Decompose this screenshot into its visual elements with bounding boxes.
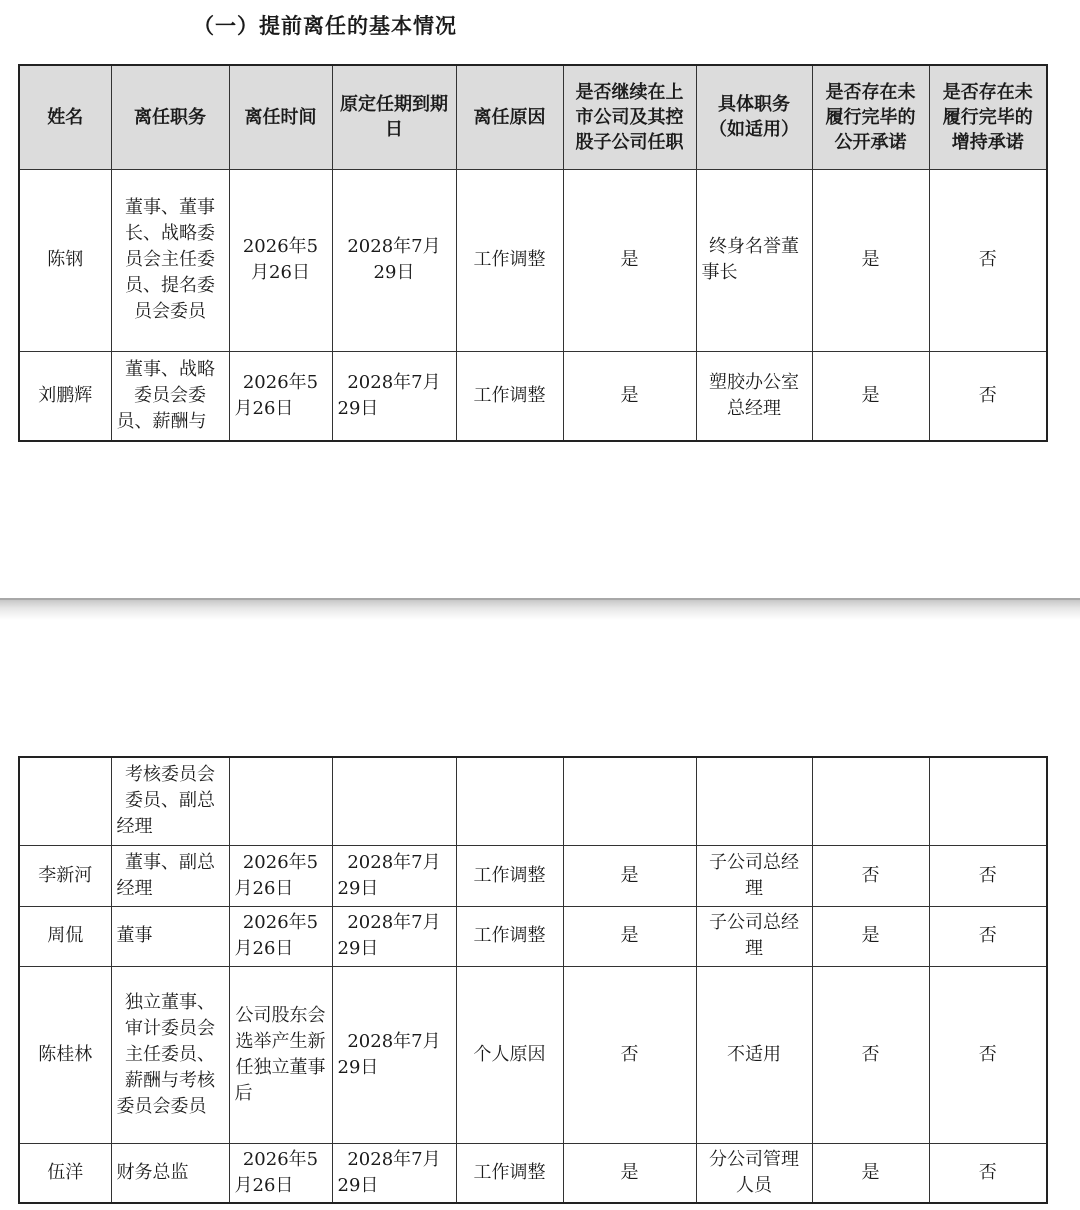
cell-leave-time: 2026年5月26日 [229, 1143, 332, 1203]
cell-reason: 工作调整 [456, 351, 563, 441]
cell-name: 伍洋 [19, 1143, 111, 1203]
cell-increase-commit: 否 [929, 845, 1047, 906]
cell-role: 分公司管理人员 [696, 1143, 812, 1203]
cell-position: 董事、战略委员会委员、薪酬与 [111, 351, 229, 441]
cell-public-commit: 否 [812, 966, 929, 1143]
cell-public-commit: 是 [812, 1143, 929, 1203]
cell-increase-commit: 否 [929, 169, 1047, 351]
cell-role [696, 757, 812, 845]
cell-increase-commit [929, 757, 1047, 845]
header-original-term: 原定任期到期日 [332, 65, 456, 169]
table-row [19, 906, 1047, 966]
cell-position: 独立董事、审计委员会主任委员、薪酬与考核委员会委员 [111, 966, 229, 1143]
cell-leave-time [229, 757, 332, 845]
cell-continue: 是 [563, 845, 696, 906]
cell-name: 陈钢 [19, 169, 111, 351]
cell-continue: 否 [563, 966, 696, 1143]
cell-public-commit: 是 [812, 169, 929, 351]
cell-continue: 是 [563, 1143, 696, 1203]
cell-name: 李新河 [19, 845, 111, 906]
cell-public-commit [812, 757, 929, 845]
cell-term-end: 2028年7月29日 [332, 906, 456, 966]
cell-term-end: 2028年7月29日 [332, 351, 456, 441]
header-continue: 是否继续在上市公司及其控股子公司任职 [563, 65, 696, 169]
cell-position: 考核委员会委员、副总经理 [111, 757, 229, 845]
cell-position: 董事、副总经理 [111, 845, 229, 906]
cell-continue: 是 [563, 351, 696, 441]
cell-term-end: 2028年7月29日 [332, 845, 456, 906]
cell-leave-time: 2026年5月26日 [229, 906, 332, 966]
cell-term-end: 2028年7月29日 [332, 966, 456, 1143]
header-specific-role: 具体职务（如适用） [696, 65, 812, 169]
cell-term-end: 2028年7月29日 [332, 169, 456, 351]
header-leave-time: 离任时间 [229, 65, 332, 169]
cell-position: 董事 [111, 906, 229, 966]
cell-continue [563, 757, 696, 845]
cell-role: 子公司总经理 [696, 906, 812, 966]
header-position: 离任职务 [111, 65, 229, 169]
header-increase-commit: 是否存在未履行完毕的增持承诺 [929, 65, 1047, 169]
cell-leave-time: 2026年5月26日 [229, 169, 332, 351]
cell-name: 刘鹏辉 [19, 351, 111, 441]
table-row [19, 845, 1047, 906]
cell-public-commit: 是 [812, 351, 929, 441]
cell-increase-commit: 否 [929, 906, 1047, 966]
cell-reason: 工作调整 [456, 845, 563, 906]
cell-role: 子公司总经理 [696, 845, 812, 906]
cell-leave-time: 2026年5月26日 [229, 845, 332, 906]
cell-name [19, 757, 111, 845]
cell-leave-time: 公司股东会选举产生新任独立董事后 [229, 966, 332, 1143]
table-row [19, 757, 1047, 845]
page-divider [0, 598, 1080, 620]
cell-reason: 工作调整 [456, 1143, 563, 1203]
cell-increase-commit: 否 [929, 1143, 1047, 1203]
header-public-commit: 是否存在未履行完毕的公开承诺 [812, 65, 929, 169]
header-name: 姓名 [19, 65, 111, 169]
page-divider-line [0, 598, 1080, 600]
cell-reason: 个人原因 [456, 966, 563, 1143]
table-row [19, 966, 1047, 1143]
table-row [19, 169, 1047, 351]
departure-table-part1 [18, 64, 1048, 442]
header-reason: 离任原因 [456, 65, 563, 169]
cell-reason: 工作调整 [456, 906, 563, 966]
cell-continue: 是 [563, 169, 696, 351]
header-row [19, 65, 1047, 169]
table-row [19, 351, 1047, 441]
cell-leave-time: 2026年5月26日 [229, 351, 332, 441]
cell-name: 陈桂林 [19, 966, 111, 1143]
cell-increase-commit: 否 [929, 351, 1047, 441]
cell-reason [456, 757, 563, 845]
cell-role: 不适用 [696, 966, 812, 1143]
cell-role: 塑胶办公室总经理 [696, 351, 812, 441]
departure-table-part2 [18, 756, 1048, 1204]
cell-term-end: 2028年7月29日 [332, 1143, 456, 1203]
section-title: （一）提前离任的基本情况 [193, 14, 457, 38]
cell-term-end [332, 757, 456, 845]
table-row [19, 1143, 1047, 1203]
cell-increase-commit: 否 [929, 966, 1047, 1143]
cell-public-commit: 是 [812, 906, 929, 966]
cell-position: 董事、董事长、战略委员会主任委员、提名委员会委员 [111, 169, 229, 351]
cell-role: 终身名誉董事长 [696, 169, 812, 351]
cell-reason: 工作调整 [456, 169, 563, 351]
cell-public-commit: 否 [812, 845, 929, 906]
cell-position: 财务总监 [111, 1143, 229, 1203]
cell-name: 周侃 [19, 906, 111, 966]
cell-continue: 是 [563, 906, 696, 966]
